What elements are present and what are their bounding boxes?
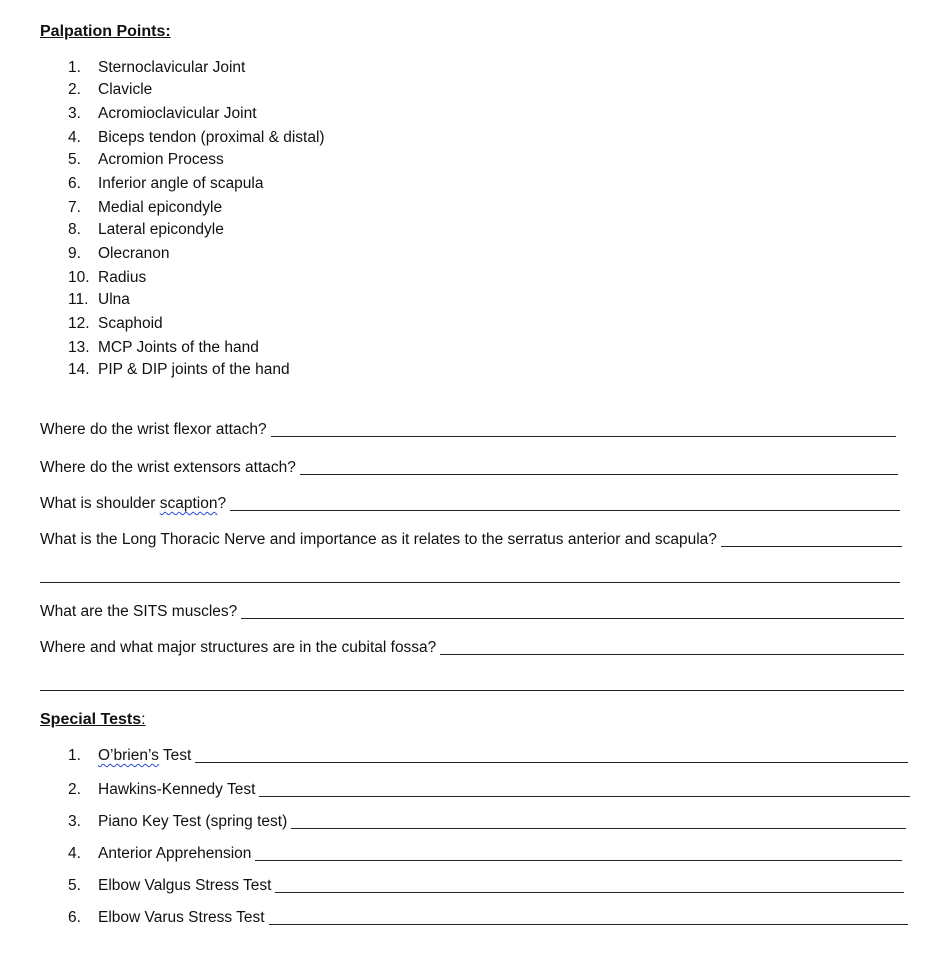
answer-line[interactable] xyxy=(241,617,904,619)
list-item: 1. Sternoclavicular Joint xyxy=(68,59,246,76)
answer-line[interactable] xyxy=(195,761,908,763)
list-item: 3. Acromioclavicular Joint xyxy=(68,105,257,122)
special-test-item: 4. Anterior Apprehension xyxy=(68,844,902,864)
question-wrist-extensors: Where do the wrist extensors attach? xyxy=(40,458,898,478)
answer-line-continuation[interactable] xyxy=(40,582,900,583)
question-shoulder-scaption: What is shoulder scaption? xyxy=(40,494,900,514)
spellcheck-word: O’brien’s xyxy=(98,747,159,764)
special-test-item: 2. Hawkins-Kennedy Test xyxy=(68,780,910,800)
answer-line[interactable] xyxy=(291,827,906,829)
answer-line[interactable] xyxy=(255,859,902,861)
list-item: 13. MCP Joints of the hand xyxy=(68,339,259,356)
answer-line[interactable] xyxy=(230,509,900,511)
list-item: 9. Olecranon xyxy=(68,245,170,262)
answer-line[interactable] xyxy=(440,653,904,655)
question-long-thoracic-nerve: What is the Long Thoracic Nerve and importance as it relates to the serratus anterior and scapula? xyxy=(40,530,902,550)
list-item: 5. Acromion Process xyxy=(68,151,224,168)
special-test-item: 5. Elbow Valgus Stress Test xyxy=(68,876,904,896)
answer-line[interactable] xyxy=(259,795,910,797)
palpation-heading: Palpation Points: xyxy=(40,23,171,40)
question-wrist-flexor: Where do the wrist flexor attach? xyxy=(40,420,896,440)
list-item: 7. Medial epicondyle xyxy=(68,199,223,216)
special-test-item: 6. Elbow Varus Stress Test xyxy=(68,908,908,928)
list-item: 10. Radius xyxy=(68,269,147,286)
special-test-item: 1. O’brien’s Test xyxy=(68,746,908,766)
list-item: 11. Ulna xyxy=(68,291,130,308)
answer-line[interactable] xyxy=(269,923,908,925)
list-item: 2. Clavicle xyxy=(68,81,153,98)
answer-line-continuation[interactable] xyxy=(40,690,904,691)
question-sits-muscles: What are the SITS muscles? xyxy=(40,602,904,622)
list-item: 12. Scaphoid xyxy=(68,315,163,332)
answer-line[interactable] xyxy=(721,545,902,547)
list-item: 4. Biceps tendon (proximal & distal) xyxy=(68,129,325,146)
list-item: 6. Inferior angle of scapula xyxy=(68,175,264,192)
special-tests-heading: Special Tests: xyxy=(40,711,146,728)
spellcheck-word: scaption xyxy=(159,495,218,512)
answer-line[interactable] xyxy=(271,435,896,437)
special-test-item: 3. Piano Key Test (spring test) xyxy=(68,812,906,832)
list-item: 14. PIP & DIP joints of the hand xyxy=(68,361,290,378)
answer-line[interactable] xyxy=(300,473,898,475)
list-item: 8. Lateral epicondyle xyxy=(68,221,224,238)
answer-line[interactable] xyxy=(275,891,904,893)
question-cubital-fossa: Where and what major structures are in the cubital fossa? xyxy=(40,638,904,658)
